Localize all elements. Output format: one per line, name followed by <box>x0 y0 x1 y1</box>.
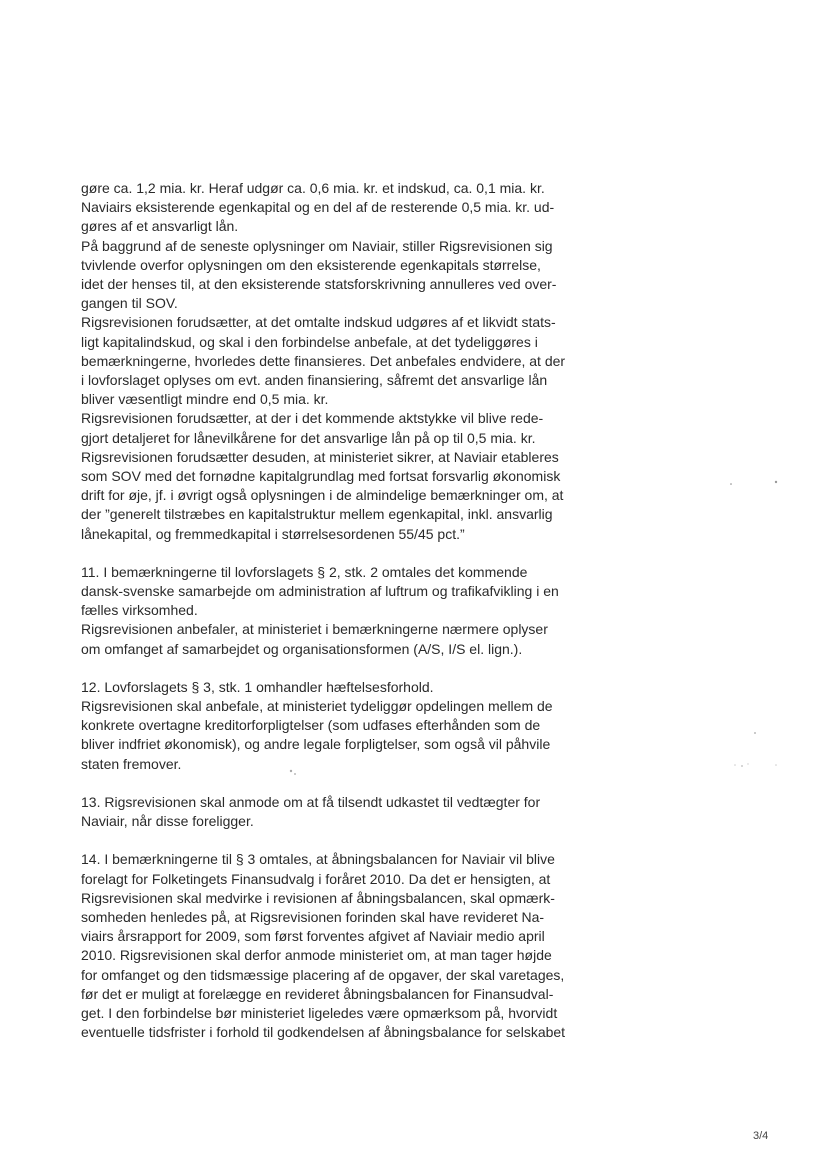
text-line: før det er muligt at forelægge en revideret åbningsbalancen for Finansudval- <box>81 985 554 1002</box>
text-line: somheden henledes på, at Rigsrevisionen forinden skal have revideret Na- <box>81 908 545 925</box>
text-line: forelagt for Folketingets Finansudvalg i foråret 2010. Da det er hensigten, at <box>81 870 551 887</box>
text-line: 14. I bemærkningerne til § 3 omtales, at åbningsbalancen for Naviair vil blive <box>81 851 555 868</box>
text-line: eventuelle tidsfrister i forhold til godkendelsen af åbningsbalance for selskabet <box>81 1024 566 1041</box>
text-line: Naviair, når disse foreligger. <box>81 813 254 830</box>
text-line: På baggrund af de seneste oplysninger om Naviair, stiller Rigsrevisionen sig <box>81 237 553 254</box>
text-line: lånekapital, og fremmedkapital i størrelsesordenen 55/45 pct.” <box>81 525 465 542</box>
text-line: bemærkningerne, hvorledes dette finansieres. Det anbefales endvidere, at der <box>81 352 566 369</box>
text-line: gøres af et ansvarligt lån. <box>81 218 239 235</box>
text-line: fælles virksomhed. <box>81 602 198 619</box>
text-line: get. I den forbindelse bør ministeriet ligeledes være opmærksom på, hvorvidt <box>81 1004 558 1021</box>
text-line: ligt kapitalindskud, og skal i den forbindelse anbefale, at det tydeliggøres i <box>81 333 538 350</box>
text-line: Rigsrevisionen skal medvirke i revisionen af åbningsbalancen, skal opmærk- <box>81 889 555 906</box>
text-line: om omfanget af samarbejdet og organisationsformen (A/S, I/S el. lign.). <box>81 640 523 657</box>
text-line: Rigsrevisionen forudsætter, at der i det kommende aktstykke vil blive rede- <box>81 410 544 427</box>
text-line: for omfanget og den tidsmæssige placering af de opgaver, der skal varetages, <box>81 966 565 983</box>
text-line: Naviairs eksisterende egenkapital og en del af de resterende 0,5 mia. kr. ud- <box>81 199 555 216</box>
text-line: tvivlende overfor oplysningen om den eksisterende egenkapitals størrelse, <box>81 256 541 273</box>
text-line: konkrete overtagne kreditorforpligtelser (som udfases efterhånden som de <box>81 717 541 734</box>
text-line: gangen til SOV. <box>81 295 178 312</box>
text-line: gjort detaljeret for lånevilkårene for det ansvarlige lån på op til 0,5 mia. kr. <box>81 429 536 446</box>
text-line: idet der henses til, at den eksisterende statsforskrivning annulleres ved over- <box>81 276 557 293</box>
text-line: drift for øje, jf. i øvrigt også oplysningen i de almindelige bemærkninger om, at <box>81 487 564 504</box>
text-line: 11. I bemærkningerne til lovforslagets § 2, stk. 2 omtales det kommende <box>81 563 528 580</box>
text-line: 2010. Rigsrevisionen skal derfor anmode ministeriet om, at man tager højde <box>81 947 552 964</box>
text-line: viairs årsrapport for 2009, som først forventes afgivet af Naviair medio april <box>81 928 545 945</box>
text-line: Rigsrevisionen skal anbefale, at ministeriet tydeliggør opdelingen mellem de <box>81 698 553 715</box>
text-line: bliver væsentligt mindre end 0,5 mia. kr. <box>81 391 329 408</box>
text-line: staten fremover. <box>81 755 182 772</box>
page-number: 3/4 <box>753 1130 769 1142</box>
text-line: i lovforslaget oplyses om evt. anden finansiering, såfremt det ansvarlige lån <box>81 372 548 389</box>
text-line: 13. Rigsrevisionen skal anmode om at få tilsendt udkastet til vedtægter for <box>81 793 541 810</box>
text-line: bliver indfriet økonomisk), og andre legale forpligtelser, som også vil påhvile <box>81 736 551 753</box>
text-line: som SOV med det fornødne kapitalgrundlag med fortsat forsvarlig økonomisk <box>81 468 561 485</box>
text-line: dansk-svenske samarbejde om administration af luftrum og trafikafvikling i en <box>81 583 559 600</box>
text-line: Rigsrevisionen forudsætter desuden, at ministeriet sikrer, at Naviair etableres <box>81 448 559 465</box>
text-line: Rigsrevisionen anbefaler, at ministeriet i bemærkningerne nærmere oplyser <box>81 621 548 638</box>
text-line: der ”generelt tilstræbes en kapitalstruktur mellem egenkapital, inkl. ansvarlig <box>81 506 553 523</box>
text-line: gøre ca. 1,2 mia. kr. Heraf udgør ca. 0,6 mia. kr. et indskud, ca. 0,1 mia. kr. <box>81 180 545 196</box>
text-line: 12. Lovforslagets § 3, stk. 1 omhandler hæftelsesforhold. <box>81 678 434 695</box>
text-line: Rigsrevisionen forudsætter, at det omtalte indskud udgøres af et likvidt stats- <box>81 314 556 331</box>
